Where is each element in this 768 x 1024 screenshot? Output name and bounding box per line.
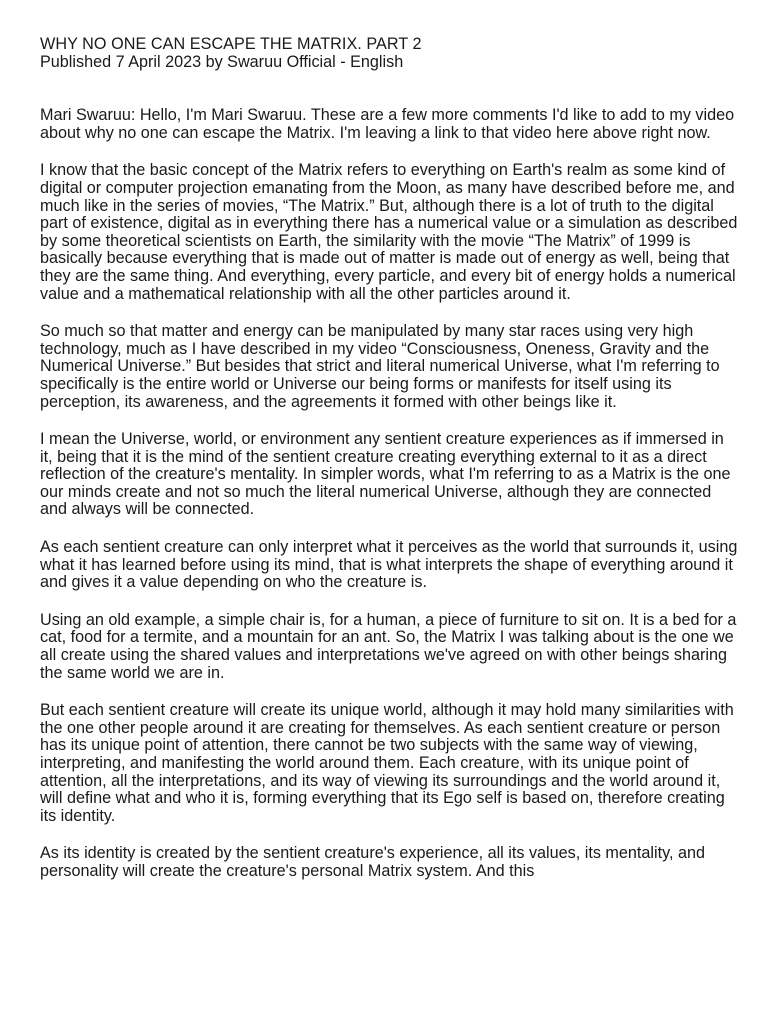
paragraph: Using an old example, a simple chair is, for a human, a piece of furniture to sit on. It is a bed for a cat, food for a termite, and a mountain for an ant. So, the Matrix I was talking about is the one we all create using the shared values and interpretations we've agreed on with other beings sharing the same world we are in. <box>40 610 737 682</box>
document-title: WHY NO ONE CAN ESCAPE THE MATRIX. PART 2 <box>40 35 422 53</box>
paragraph: So much so that matter and energy can be manipulated by many star races using very high technology, much as I have described in my video “Consciousness, Oneness, Gravity and the Numerical Universe.” But besides that strict and literal numerical Universe, what I'm referring to specifically is the entire world or Universe our being forms or manifests for itself using its perception, its awareness, and the agreements it formed with other beings like it. <box>40 322 720 411</box>
document-page <box>40 36 740 901</box>
paragraph: As each sentient creature can only interpret what it perceives as the world that surrounds it, using what it has learned before using its mind, that is what interprets the shape of everything around it and gives it a value depending on who the creature is. <box>40 538 738 592</box>
document-byline: Published 7 April 2023 by Swaruu Official - English <box>40 52 404 71</box>
document-body <box>40 107 740 880</box>
paragraph: Mari Swaruu: Hello, I'm Mari Swaruu. These are a few more comments I'd like to add to my video about why no one can escape the Matrix. I'm leaving a link to that video here above right now. <box>40 106 735 142</box>
paragraph: As its identity is created by the sentient creature's experience, all its values, its mentality, and personality will create the creature's personal Matrix system. And this <box>40 844 705 880</box>
paragraph: But each sentient creature will create its unique world, although it may hold many similarities with the one other people around it are creating for themselves. As each sentient creature or person has its unique point of attention, there cannot be two subjects with the same way of viewing, interpreting, and manifesting the world around them. Each creature, with its unique point of attention, all the interpretations, and its way of viewing its surroundings and the world around it, will define what and who it is, forming everything that its Ego self is based on, therefore creating its identity. <box>40 701 734 825</box>
paragraph: I mean the Universe, world, or environment any sentient creature experiences as if immersed in it, being that it is the mind of the sentient creature creating everything external to it as a direct reflection of the creature's mentality. In simpler words, what I'm referring to as a Matrix is the one our minds create and not so much the literal numerical Universe, although they are connected and always will be connected. <box>40 430 731 519</box>
paragraph: I know that the basic concept of the Matrix refers to everything on Earth's realm as some kind of digital or computer projection emanating from the Moon, as many have described before me, and much like in the series of movies, “The Matrix.” But, although there is a lot of truth to the digital part of existence, digital as in everything there has a numerical value or a simulation as described by some theoretical scientists on Earth, the similarity with the movie “The Matrix” of 1999 is basically because everything that is made out of matter is made out of energy as well, being that they are the same thing. And everything, every particle, and every bit of energy holds a numerical value and a mathematical relationship with all the other particles around it. <box>40 161 738 303</box>
